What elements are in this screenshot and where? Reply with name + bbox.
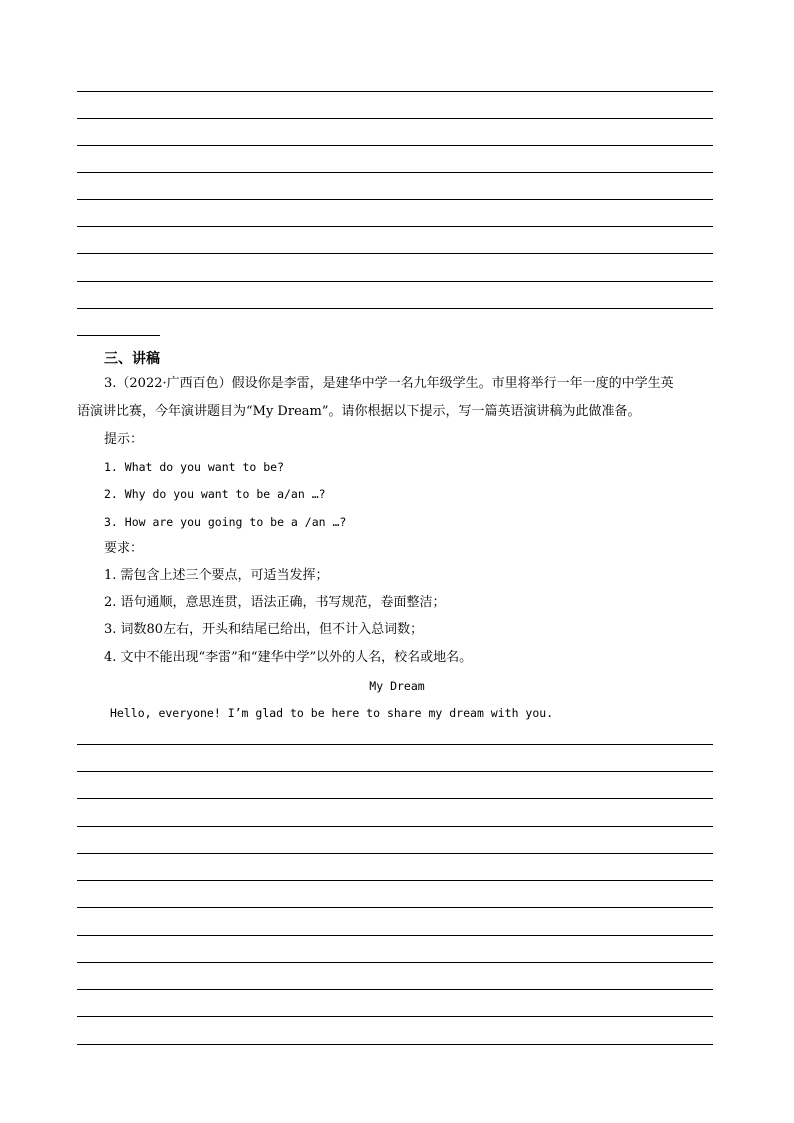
answer-line — [77, 853, 713, 854]
answer-line — [77, 1016, 713, 1017]
requirement-item: 4. 文中不能出现“李雷”和“建华中学”以外的人名，校名或地名。 — [104, 650, 473, 665]
essay-opening: Hello, everyone! I’m glad to be here to share my dream with you. — [110, 706, 554, 720]
section-divider — [77, 335, 160, 336]
hint-item: 2. Why do you want to be a/an …? — [104, 487, 326, 501]
answer-line — [77, 281, 713, 282]
hints-label: 提示： — [104, 432, 144, 447]
answer-line — [77, 199, 713, 200]
answer-line — [77, 798, 713, 799]
requirements-label: 要求： — [104, 541, 144, 556]
question-line-1: 3.（2022·广西百色）假设你是李雷，是建华中学一名九年级学生。市里将举行一年一度的中学生英 — [104, 376, 674, 391]
answer-line — [77, 907, 713, 908]
answer-line — [77, 1044, 713, 1045]
requirement-item: 2. 语句通顺，意思连贯，语法正确，书写规范，卷面整洁； — [104, 595, 446, 610]
answer-line — [77, 308, 713, 309]
hint-item: 1. What do you want to be? — [104, 460, 285, 474]
answer-line — [77, 744, 713, 745]
hint-item: 3. How are you going to be a /an …? — [104, 515, 347, 529]
requirement-item: 1. 需包含上述三个要点，可适当发挥； — [104, 568, 329, 583]
answer-line — [77, 172, 713, 173]
answer-line — [77, 989, 713, 990]
answer-line — [77, 145, 713, 146]
question-line-2: 语演讲比赛，今年演讲题目为“My Dream”。请你根据以下提示，写一篇英语演讲稿为此做准备。 — [77, 404, 641, 419]
section-heading: 三、讲稿 — [104, 351, 160, 367]
essay-title: My Dream — [369, 679, 425, 693]
answer-line — [77, 771, 713, 772]
answer-line — [77, 880, 713, 881]
answer-line — [77, 826, 713, 827]
answer-line — [77, 962, 713, 963]
answer-line — [77, 91, 713, 92]
answer-line — [77, 226, 713, 227]
requirement-item: 3. 词数80左右，开头和结尾已给出，但不计入总词数； — [104, 622, 424, 637]
answer-line — [77, 253, 713, 254]
answer-line — [77, 118, 713, 119]
answer-line — [77, 935, 713, 936]
